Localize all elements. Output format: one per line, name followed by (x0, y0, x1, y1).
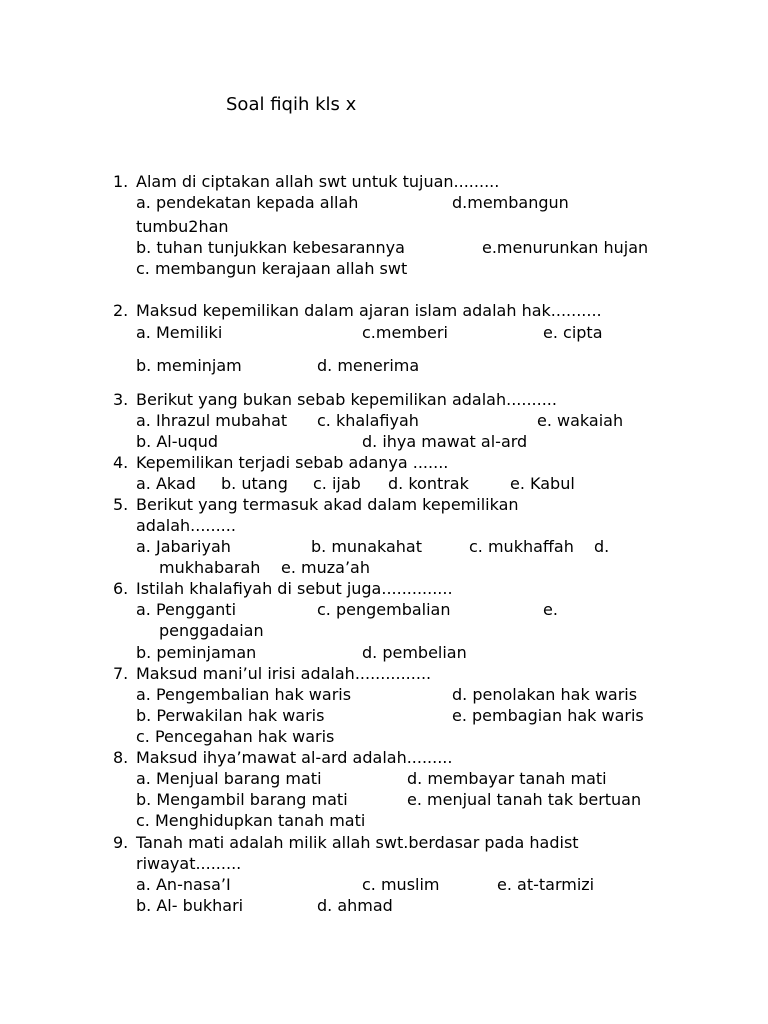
question-stem: Berikut yang termasuk akad dalam kepemilikan (136, 495, 519, 514)
option-d: d. (594, 537, 610, 556)
question-stem: Berikut yang bukan sebab kepemilikan adalah.......... (136, 390, 557, 409)
question-stem-continuation: adalah......... (136, 516, 236, 535)
question-number: 2. (113, 301, 129, 320)
option-e: e. Kabul (510, 474, 575, 493)
option-c: c. Menghidupkan tanah mati (136, 811, 366, 830)
option-c: c. mukhaffah (469, 537, 574, 556)
option-d: d. ihya mawat al-ard (362, 432, 528, 451)
option-a: a. Memiliki (136, 323, 223, 342)
question-stem: Tanah mati adalah milik allah swt.berdasar pada hadist (136, 833, 579, 852)
question-9 (0, 832, 768, 854)
question-3 (0, 389, 768, 411)
option-c: c. membangun kerajaan allah swt (136, 259, 408, 278)
option-b: b. utang (221, 474, 288, 493)
option-d: d.membangun (452, 193, 569, 212)
page-title: Soal fiqih kls x (226, 94, 357, 115)
question-4 (0, 452, 768, 474)
option-d-continuation: mukhabarah (159, 558, 261, 577)
option-e: e.menurunkan hujan (482, 238, 649, 257)
option-c: c.memberi (362, 323, 448, 342)
question-number: 1. (113, 172, 129, 191)
question-1 (0, 171, 768, 193)
option-d: d. kontrak (388, 474, 469, 493)
question-6 (0, 578, 768, 600)
option-a: a. An-nasa’I (136, 875, 231, 894)
option-a: a. Menjual barang mati (136, 769, 322, 788)
option-e: e. wakaiah (537, 411, 624, 430)
option-e: e. pembagian hak waris (452, 706, 644, 725)
option-a: a. pendekatan kepada allah (136, 193, 359, 212)
option-b: b. Mengambil barang mati (136, 790, 348, 809)
option-a: a. Jabariyah (136, 537, 231, 556)
question-number: 7. (113, 664, 129, 683)
question-stem: Maksud mani’ul irisi adalah............... (136, 664, 432, 683)
option-d: d. penolakan hak waris (452, 685, 638, 704)
option-b: b. munakahat (311, 537, 423, 556)
option-a-continuation: tumbu2han (136, 217, 229, 236)
option-d: d. membayar tanah mati (407, 769, 607, 788)
option-d: d. pembelian (362, 643, 467, 662)
question-5 (0, 494, 768, 516)
option-c: c. ijab (313, 474, 361, 493)
option-e-continuation: penggadaian (159, 621, 264, 640)
option-e: e. cipta (543, 323, 603, 342)
question-number: 8. (113, 748, 129, 767)
question-stem: Istilah khalafiyah di sebut juga.............. (136, 579, 453, 598)
option-b: b. tuhan tunjukkan kebesarannya (136, 238, 405, 257)
question-stem: Maksud kepemilikan dalam ajaran islam adalah hak.......... (136, 301, 602, 320)
question-number: 5. (113, 495, 129, 514)
question-number: 6. (113, 579, 129, 598)
option-b: b. Al-uqud (136, 432, 219, 451)
option-e: e. (543, 600, 558, 619)
option-d: d. menerima (317, 356, 420, 375)
question-stem: Maksud ihya’mawat al-ard adalah......... (136, 748, 453, 767)
option-c: c. pengembalian (317, 600, 451, 619)
option-c: c. khalafiyah (317, 411, 419, 430)
option-a: a. Ihrazul mubahat (136, 411, 288, 430)
question-stem: Alam di ciptakan allah swt untuk tujuan......... (136, 172, 500, 191)
option-a: a. Pengganti (136, 600, 237, 619)
option-b: b. Al- bukhari (136, 896, 244, 915)
option-e: e. at-tarmizi (497, 875, 595, 894)
question-number: 4. (113, 453, 129, 472)
option-e: e. menjual tanah tak bertuan (407, 790, 642, 809)
option-b: b. Perwakilan hak waris (136, 706, 325, 725)
option-b: b. meminjam (136, 356, 242, 375)
question-8 (0, 747, 768, 769)
option-b: b. peminjaman (136, 643, 257, 662)
option-c: c. muslim (362, 875, 440, 894)
question-stem: Kepemilikan terjadi sebab adanya ....... (136, 453, 449, 472)
question-7 (0, 663, 768, 685)
question-2 (0, 300, 768, 322)
question-number: 9. (113, 833, 129, 852)
option-d: d. ahmad (317, 896, 393, 915)
option-a: a. Pengembalian hak waris (136, 685, 352, 704)
option-a: a. Akad (136, 474, 196, 493)
question-number: 3. (113, 390, 129, 409)
option-c: c. Pencegahan hak waris (136, 727, 335, 746)
question-stem-continuation: riwayat......... (136, 854, 242, 873)
option-e: e. muza’ah (281, 558, 370, 577)
